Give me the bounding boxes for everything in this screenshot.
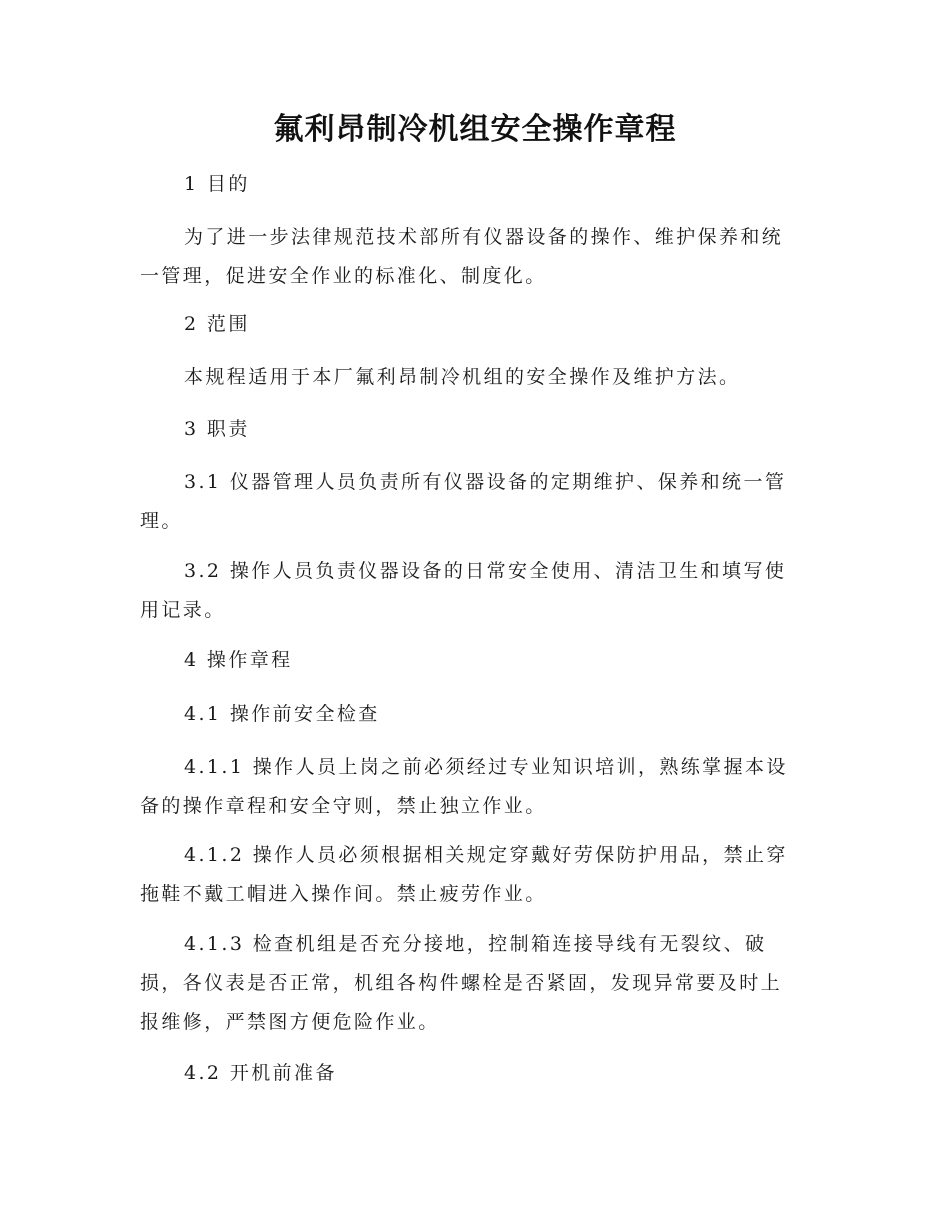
section-heading-purpose: 1 目的: [184, 173, 250, 195]
paragraph-purpose: 为了进一步法律规范技术部所有仪器设备的操作、维护保养和统一管理，促进安全作业的标准化、制度化。: [140, 226, 784, 287]
paragraph-4-1-1: 4.1.1 操作人员上岗之前必须经过专业知识培训，熟练掌握本设备的操作章程和安全守则，禁止独立作业。: [140, 756, 788, 817]
paragraph-responsibility-3-1: 3.1 仪器管理人员负责所有仪器设备的定期维护、保养和统一管理。: [140, 471, 787, 532]
section-heading-responsibilities: 3 职责: [184, 418, 250, 440]
section-heading-scope: 2 范围: [184, 313, 250, 335]
paragraph-4-1-2: 4.1.2 操作人员必须根据相关规定穿戴好劳保防护用品，禁止穿拖鞋不戴工帽进入操作间。禁止疲劳作业。: [140, 844, 788, 905]
paragraph-responsibility-3-2: 3.2 操作人员负责仪器设备的日常安全使用、清洁卫生和填写使用记录。: [140, 560, 787, 621]
section-heading-operating-rules: 4 操作章程: [184, 649, 293, 671]
subsection-heading-4-1: 4.1 操作前安全检查: [184, 703, 380, 725]
subsection-heading-4-2: 4.2 开机前准备: [184, 1062, 337, 1084]
document-title: 氟利昂制冷机组安全操作章程: [273, 112, 677, 147]
paragraph-4-1-3: 4.1.3 检查机组是否充分接地，控制箱连接导线有无裂纹、破损，各仪表是否正常，机组各构件螺栓是否紧固，发现异常要及时上报维修，严禁图方便危险作业。: [140, 933, 783, 1033]
paragraph-scope: 本规程适用于本厂氟利昂制冷机组的安全操作及维护方法。: [184, 366, 741, 388]
